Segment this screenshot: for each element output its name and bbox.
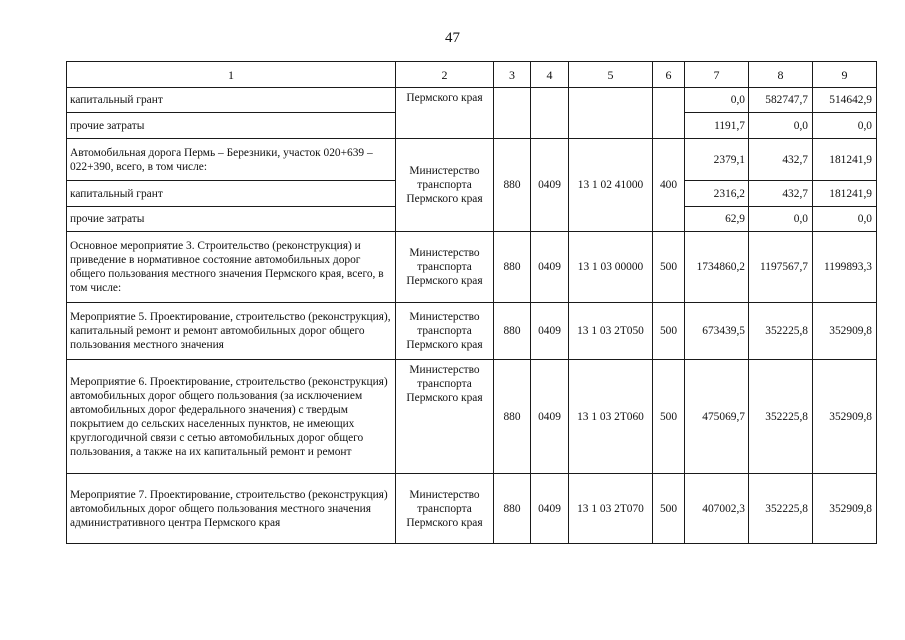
value-cell: 0,0 [749,113,813,139]
value-cell: 2379,1 [685,139,749,181]
row-name: Мероприятие 6. Проектирование, строительство (реконструкция) автомобильных дорог общего пользования (за исключением автомобильных дорог федерального значения) с твердым покрытием до сельских населенных пунктов, не имеющих круглогодичной связи с сетью автомобильных дорог общего пользования, а также на их капитальный ремонт и ремонт [67,360,396,474]
header-cell: 2 [396,62,494,88]
code-cell: 13 1 03 2Т070 [569,474,653,544]
value-cell: 582747,7 [749,88,813,113]
header-cell: 4 [531,62,569,88]
row-name: прочие затраты [67,113,396,139]
code-cell: 880 [494,474,531,544]
code-cell: 13 1 02 41000 [569,139,653,232]
value-cell: 475069,7 [685,360,749,474]
value-cell: 1734860,2 [685,232,749,303]
value-cell: 407002,3 [685,474,749,544]
budget-table [66,61,877,544]
value-cell: 0,0 [685,88,749,113]
row-name: прочие затраты [67,207,396,232]
header-cell: 1 [67,62,396,88]
code-cell: 0409 [531,303,569,360]
value-cell: 352909,8 [813,360,877,474]
code-cell [494,88,531,139]
executor-cell: Министерство транспорта Пермского края [396,303,494,360]
code-cell: 880 [494,139,531,232]
table-row [67,474,877,544]
code-cell: 500 [653,360,685,474]
executor-cell: Министерство транспорта Пермского края [396,139,494,232]
value-cell: 352225,8 [749,360,813,474]
row-name: Основное мероприятие 3. Строительство (реконструкция) и приведение в нормативное состояние автомобильных дорог общего пользования местного значения Пермского края, всего, в том числе: [67,232,396,303]
row-name: Автомобильная дорога Пермь – Березники, участок 020+639 – 022+390, всего, в том числе: [67,139,396,181]
value-cell: 514642,9 [813,88,877,113]
executor-cell: Пермского края [396,88,494,139]
value-cell: 352909,8 [813,474,877,544]
value-cell: 0,0 [749,207,813,232]
executor-cell: Министерство транспорта Пермского края [396,474,494,544]
code-cell: 880 [494,303,531,360]
code-cell: 0409 [531,232,569,303]
page-number: 47 [445,30,460,46]
header-cell: 7 [685,62,749,88]
code-cell [653,88,685,139]
header-cell: 8 [749,62,813,88]
header-cell: 3 [494,62,531,88]
table-row [67,88,877,113]
table-row [67,360,877,474]
value-cell: 181241,9 [813,139,877,181]
value-cell: 352225,8 [749,474,813,544]
header-row [67,62,877,88]
table-row [67,232,877,303]
value-cell: 432,7 [749,181,813,207]
value-cell: 352225,8 [749,303,813,360]
header-cell: 9 [813,62,877,88]
value-cell: 673439,5 [685,303,749,360]
value-cell: 0,0 [813,207,877,232]
code-cell: 500 [653,303,685,360]
executor-cell: Министерство транспорта Пермского края [396,232,494,303]
code-cell: 400 [653,139,685,232]
value-cell: 181241,9 [813,181,877,207]
code-cell: 880 [494,360,531,474]
value-cell: 352909,8 [813,303,877,360]
value-cell: 2316,2 [685,181,749,207]
code-cell: 880 [494,232,531,303]
code-cell [531,88,569,139]
header-cell: 6 [653,62,685,88]
row-name: Мероприятие 5. Проектирование, строительство (реконструкция), капитальный ремонт и ремонт автомобильных дорог общего пользования местного значения [67,303,396,360]
code-cell: 0409 [531,360,569,474]
code-cell: 0409 [531,474,569,544]
value-cell: 1199893,3 [813,232,877,303]
value-cell: 432,7 [749,139,813,181]
row-name: Мероприятие 7. Проектирование, строительство (реконструкция) автомобильных дорог общего пользования местного значения административного центра Пермского края [67,474,396,544]
table-row [67,139,877,181]
value-cell: 1197567,7 [749,232,813,303]
value-cell: 0,0 [813,113,877,139]
value-cell: 1191,7 [685,113,749,139]
code-cell: 0409 [531,139,569,232]
row-name: капитальный грант [67,88,396,113]
code-cell [569,88,653,139]
code-cell: 500 [653,232,685,303]
table-row [67,303,877,360]
code-cell: 500 [653,474,685,544]
code-cell: 13 1 03 2Т060 [569,360,653,474]
row-name: капитальный грант [67,181,396,207]
executor-cell: Министерство транспорта Пермского края [396,360,494,474]
code-cell: 13 1 03 00000 [569,232,653,303]
code-cell: 13 1 03 2Т050 [569,303,653,360]
header-cell: 5 [569,62,653,88]
value-cell: 62,9 [685,207,749,232]
